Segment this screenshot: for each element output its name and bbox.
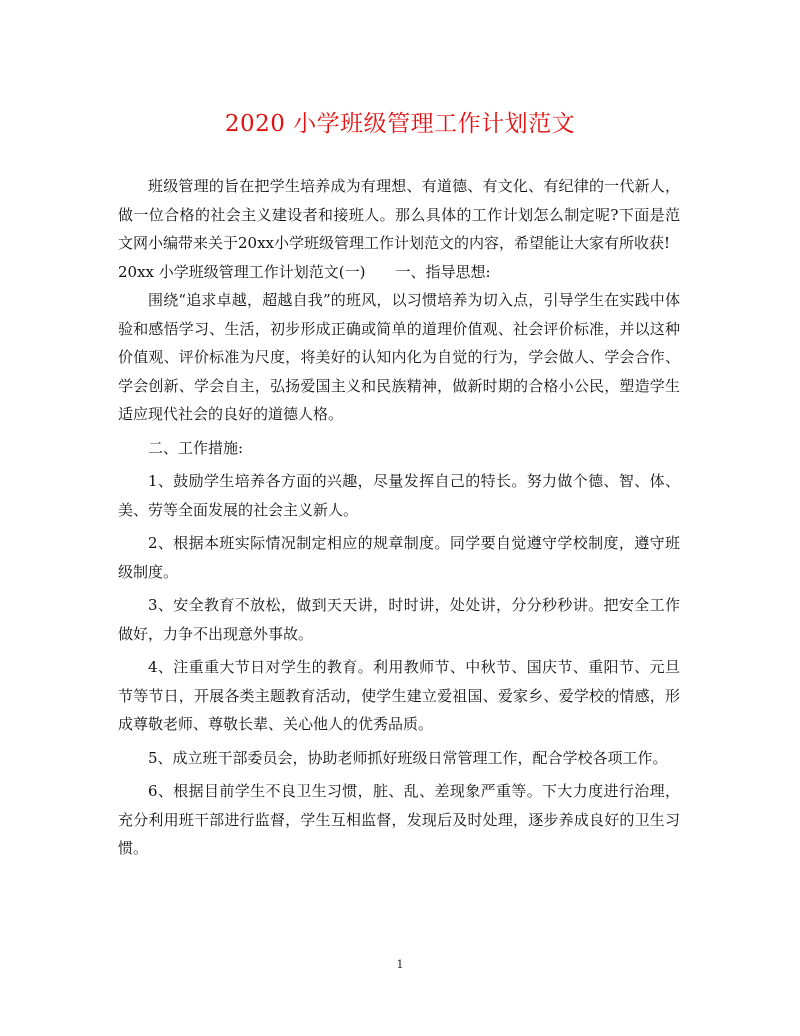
document-body (118, 172, 680, 863)
measures-heading: 二、工作措施: (148, 438, 244, 457)
measure-item-6: 6、根据目前学生不良卫生习惯，脏、乱、差现象严重等。下大力度进行治理，充分利用班干部进行监督，学生互相监督，发现后及时处理，逐步养成良好的卫生习惯。 (118, 782, 680, 857)
measure-item-3: 3、安全教育不放松，做到天天讲，时时讲，处处讲，分分秒秒讲。把安全工作做好，力争不出现意外事故。 (118, 596, 680, 643)
document-title: 2020 小学班级管理工作计划范文 (224, 111, 576, 137)
measure-item-5: 5、成立班干部委员会，协助老师抓好班级日常管理工作，配合学校各项工作。 (148, 748, 668, 767)
measure-item-1: 1、鼓励学生培养各方面的兴趣，尽量发挥自己的特长。努力做个德、智、体、美、劳等全面发展的社会主义新人。 (118, 472, 680, 519)
page-number: 1 (396, 958, 404, 971)
measure-item-2: 2、根据本班实际情况制定相应的规章制度。同学要自觉遵守学校制度，遵守班级制度。 (118, 534, 680, 581)
section-heading-line: 20xx 小学班级管理工作计划范文(一) 一、指导思想: (118, 262, 491, 281)
intro-paragraph: 班级管理的旨在把学生培养成为有理想、有道德、有文化、有纪律的一代新人，做一位合格的社会主义建设者和接班人。那么具体的工作计划怎么制定呢?下面是范文网小编带来关于20xx小学班级管理工作计划范文的内容，希望能让大家有所收获! (118, 177, 680, 252)
measure-item-4: 4、注重重大节日对学生的教育。利用教师节、中秋节、国庆节、重阳节、元旦节等节日，开展各类主题教育活动，使学生建立爱祖国、爱家乡、爱学校的情感，形成尊敬老师、尊敬长辈、关心他人的优秀品质。 (118, 658, 680, 733)
guiding-thought-paragraph: 围绕“追求卓越，超越自我”的班风，以习惯培养为切入点，引导学生在实践中体验和感悟学习、生活，初步形成正确或简单的道理价值观、社会评价标准，并以这种价值观、评价标准为尺度，将美好的认知内化为自觉的行为，学会做人、学会合作、学会创新、学会自主，弘扬爱国主义和民族精神，做新时期的合格小公民，塑造学生适应现代社会的良好的道德人格。 (118, 291, 680, 423)
